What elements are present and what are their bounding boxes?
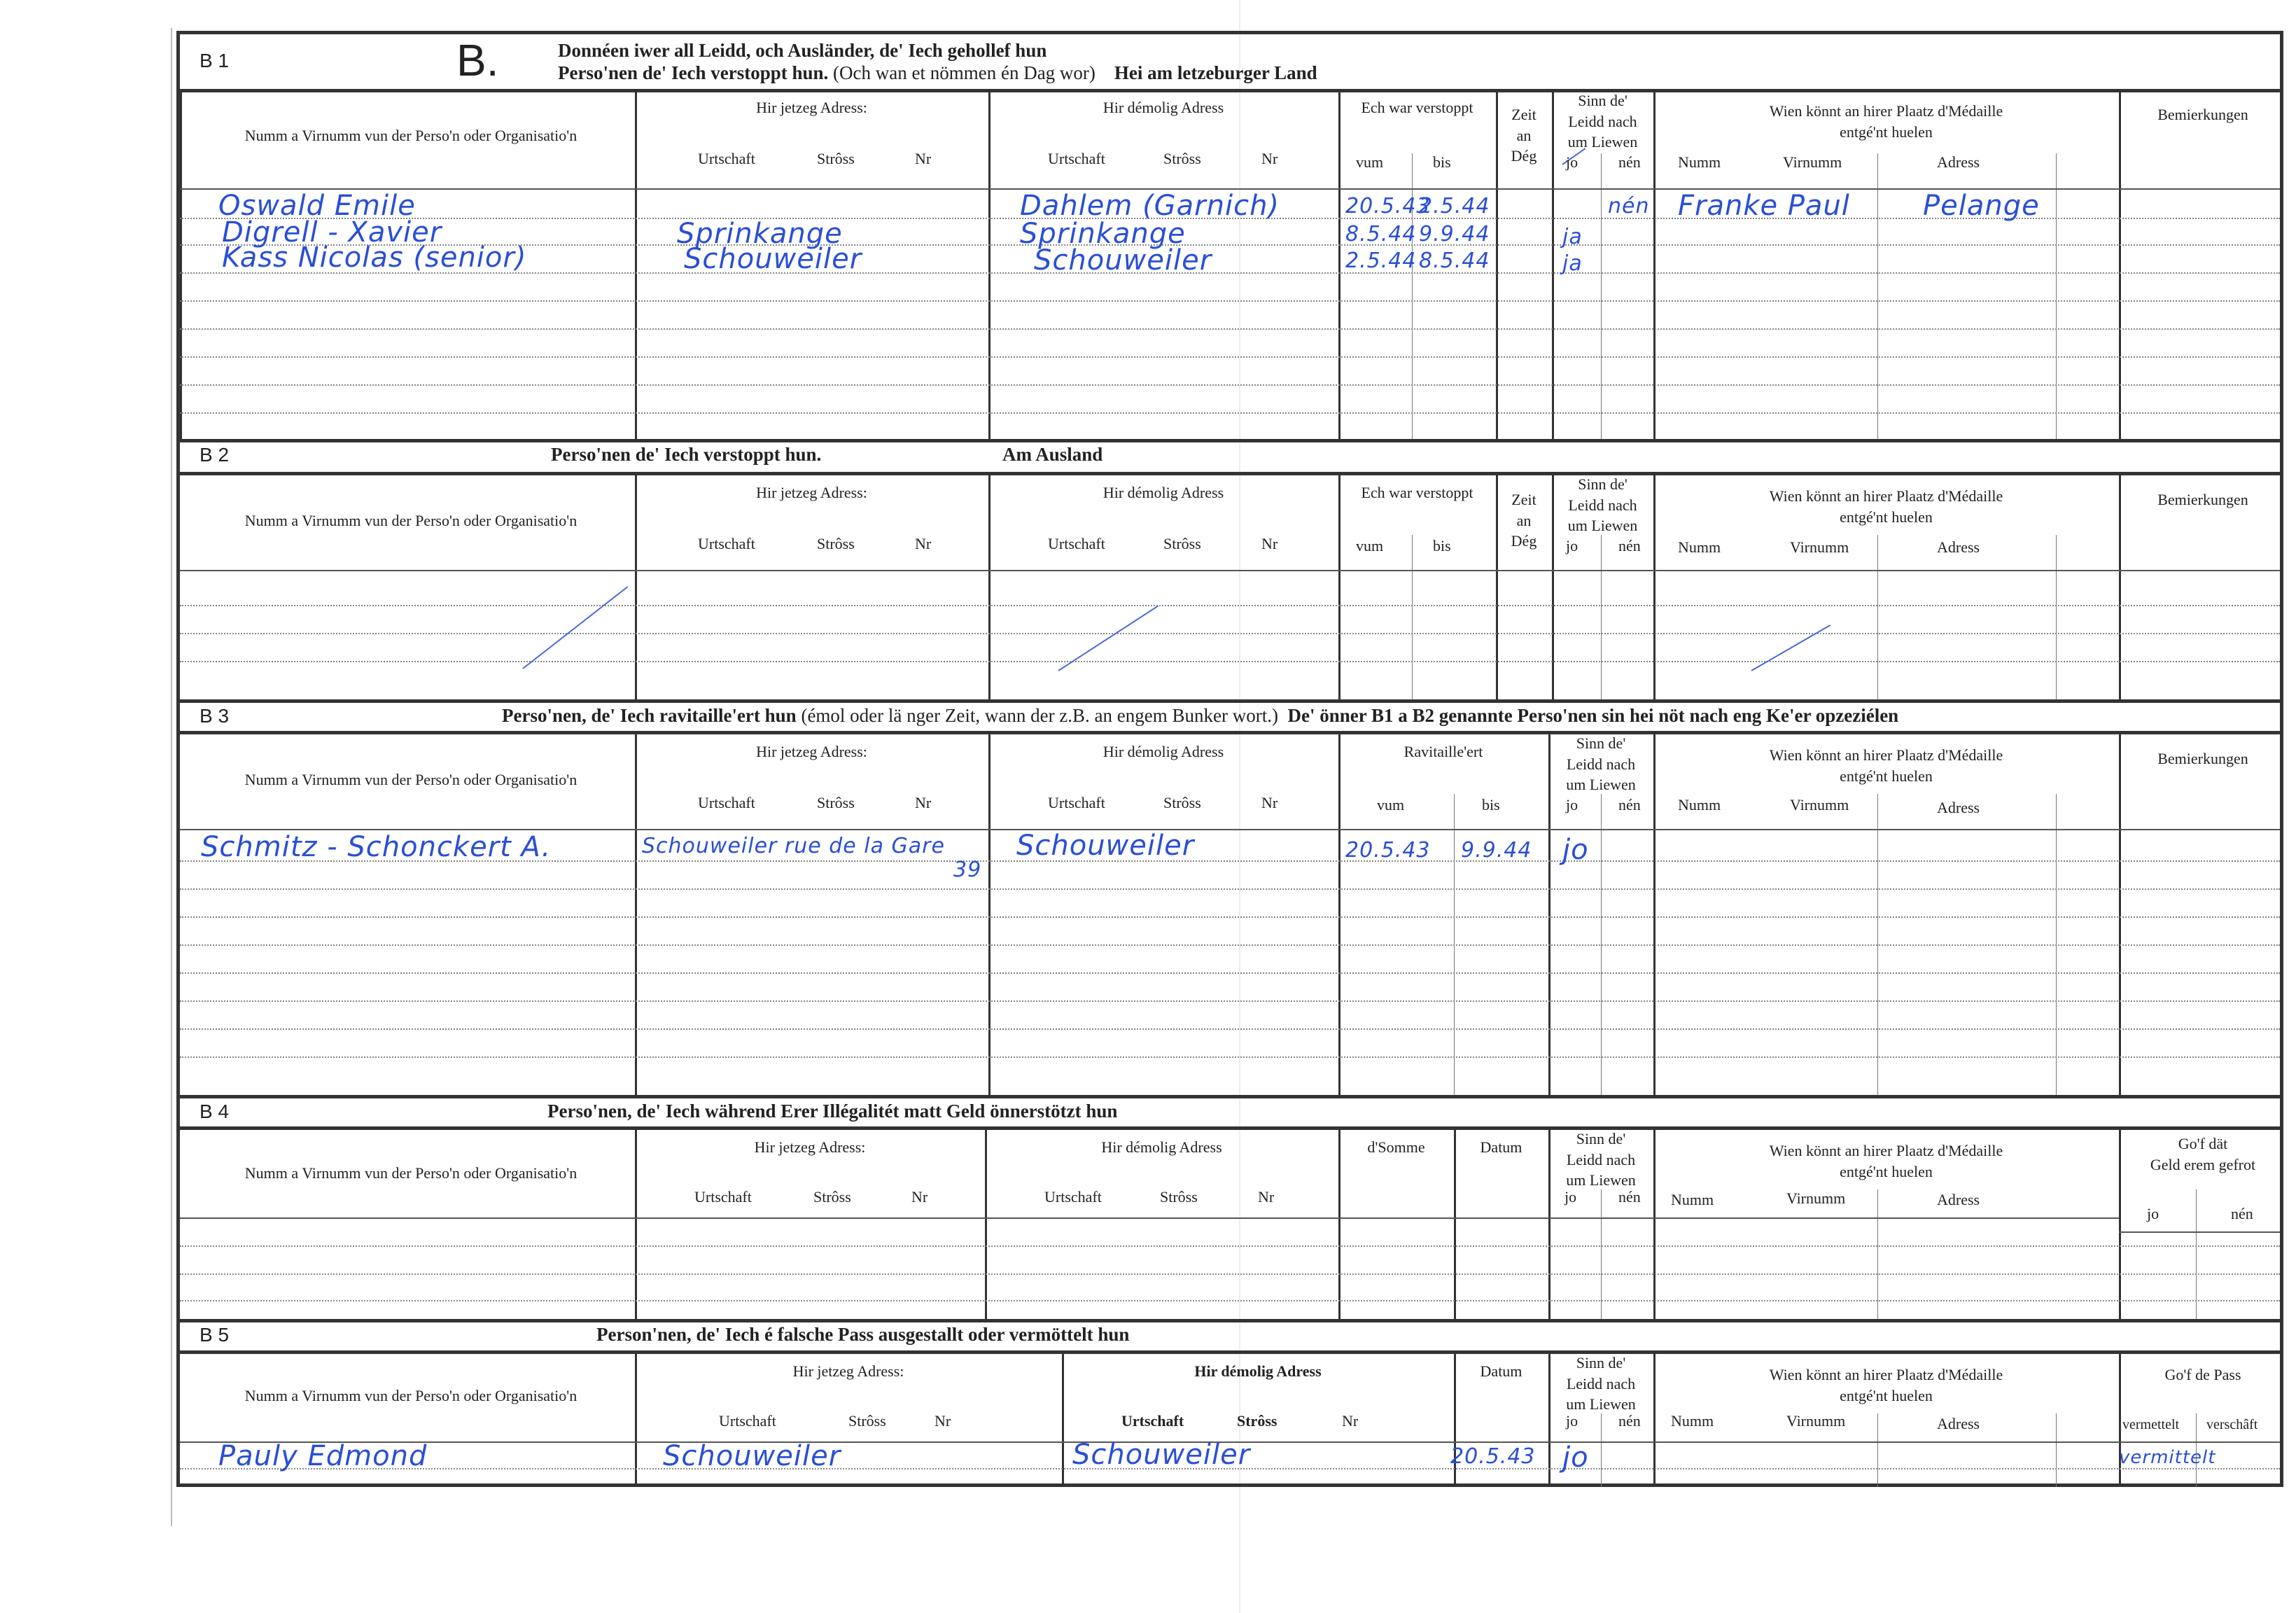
b5-col-current: Hir jetzeg Adress: — [792, 1362, 904, 1380]
form-title-line2: Perso'nen de' Iech verstoppt hun. (Och wan et nömmen én Dag wor) Hei am letzeburger Land — [558, 62, 1317, 83]
b2-col-current: Hir jetzeg Adress: — [756, 484, 867, 501]
b2-col-suffered: Sinn de' Leidd nach um Liewen — [1567, 475, 1638, 535]
b2-col-former: Hir démolig Adress — [1102, 484, 1224, 501]
col-yes: jo — [1566, 153, 1578, 171]
section-title-b2-tail: Am Ausland — [1002, 444, 1103, 465]
b3-col-medal: Wien könnt an hirer Plaatz d'Médaille entgé'nt huelen — [1769, 746, 2003, 785]
b1-row1-medal-name: Franke Paul — [1678, 190, 1850, 222]
b2-col-time: Zeit an Dég — [1511, 491, 1537, 550]
b2-col-name: Numm a Virnumm vun der Perso'n oder Organisatio'n — [244, 512, 578, 529]
b2-col-from: vum — [1356, 537, 1384, 554]
col-no: nén — [1618, 153, 1641, 171]
b2-col-address: Adress — [1937, 538, 1980, 556]
b3-col-address: Adress — [1937, 799, 1980, 816]
b1-row3-former: Schouweiler — [1034, 244, 1212, 277]
b1-row3-yes: ja — [1562, 251, 1583, 276]
section-label-b3: B 3 — [200, 705, 230, 727]
b5-row1-yes: jo — [1562, 1441, 1589, 1474]
col-nr-2: Nr — [1261, 150, 1278, 167]
col-street: Strôss — [817, 150, 855, 167]
b5-col-locality: Urtschaft — [719, 1412, 776, 1430]
b2-col-firstname: Virnumm — [1790, 538, 1849, 556]
b3-row1-yes: jo — [1562, 834, 1589, 866]
col-former-address-header: Hir démolig Adress — [1102, 99, 1224, 116]
b5-col-former: Hir démolig Adress — [1194, 1362, 1322, 1380]
form-title-line1: Donnéen iwer all Leidd, och Ausländer, de' Iech gehollef hun — [558, 40, 1047, 61]
b1-row2-from: 8.5.44 — [1345, 222, 1417, 246]
b1-row2-to: 9.9.44 — [1419, 222, 1490, 246]
b4-col-locality: Urtschaft — [694, 1188, 752, 1206]
b1-row2-name: Digrell - Xavier — [222, 216, 442, 249]
b2-col-nr: Nr — [915, 535, 932, 552]
b5-row1-current: Schouweiler — [663, 1440, 841, 1472]
b1-row1-former: Dahlem (Garnich) — [1020, 190, 1280, 222]
col-name-header: Numm a Virnumm vun der Perso'n oder Organisatio'n — [244, 127, 578, 144]
b1-row1-medal-addr: Pelange — [1923, 190, 2040, 222]
col-street-2: Strôss — [1163, 150, 1201, 167]
b4-col-sum: d'Somme — [1367, 1138, 1425, 1156]
b5-row1-date: 20.5.43 — [1450, 1444, 1536, 1469]
b3-col-former: Hir démolig Adress — [1102, 743, 1224, 760]
b2-col-locality: Urtschaft — [698, 535, 755, 552]
b3-col-name: Numm a Virnumm vun der Perso'n oder Organisatio'n — [244, 771, 578, 788]
form-letter: B. — [456, 35, 499, 85]
b2-cancel-stroke-1 — [522, 586, 628, 669]
b3-row1-current-nr: 39 — [953, 858, 982, 882]
col-remarks-header: Bemierkungen — [2157, 106, 2248, 123]
b3-col-suffered: Sinn de' Leidd nach um Liewen — [1566, 734, 1636, 794]
b2-col-hidden: Ech war verstoppt — [1361, 484, 1474, 501]
b3-row1-former: Schouweiler — [1016, 830, 1195, 862]
b4-col-firstname: Virnumm — [1786, 1189, 1846, 1207]
b2-cancel-stroke-3 — [1751, 624, 1831, 671]
b4-col-surname: Numm — [1671, 1191, 1714, 1208]
col-surname: Numm — [1678, 153, 1721, 171]
b5-col-suffered: Sinn de' Leidd nach um Liewen — [1566, 1354, 1636, 1413]
b3-col-from: vum — [1377, 796, 1405, 814]
b4-col-nr-2: Nr — [1258, 1188, 1275, 1206]
b2-col-street: Strôss — [817, 535, 855, 552]
b4-col-medal: Wien könnt an hirer Plaatz d'Médaille entgé'nt huelen — [1769, 1142, 2003, 1180]
b4-col-yes: jo — [1564, 1188, 1577, 1206]
section-label-b4: B 4 — [200, 1101, 230, 1122]
b2-col-no: nén — [1618, 537, 1641, 554]
section-label-b1: B 1 — [200, 50, 230, 71]
b3-row1-to: 9.9.44 — [1461, 838, 1532, 863]
b1-row3-name: Kass Nicolas (senior) — [222, 242, 527, 274]
b4-col-locality-2: Urtschaft — [1044, 1188, 1102, 1206]
b5-col-nr: Nr — [934, 1412, 951, 1430]
b3-col-nr: Nr — [915, 794, 932, 811]
b5-col-nr-2: Nr — [1342, 1412, 1359, 1430]
b5-row1-former: Schouweiler — [1072, 1439, 1251, 1471]
b1-row1-name: Oswald Emile — [218, 190, 416, 222]
b5-col-no: nén — [1618, 1412, 1641, 1430]
col-from: vum — [1356, 153, 1384, 171]
b3-col-remarks: Bemierkungen — [2157, 750, 2248, 767]
b3-col-current: Hir jetzeg Adress: — [756, 743, 867, 760]
b3-col-surname: Numm — [1678, 796, 1721, 814]
b5-col-medal: Wien könnt an hirer Plaatz d'Médaille entgé'nt huelen — [1769, 1366, 2003, 1404]
b5-col-firstname: Virnumm — [1786, 1412, 1846, 1430]
form-page — [176, 31, 2283, 1487]
b2-col-medal: Wien könnt an hirer Plaatz d'Médaille entgé'nt huelen — [1769, 487, 2003, 526]
b5-col-yes: jo — [1566, 1412, 1578, 1430]
b5-col-created: verschâft — [2206, 1417, 2258, 1432]
b3-col-street: Strôss — [817, 794, 855, 811]
b4-col-nr: Nr — [911, 1188, 928, 1206]
section-title-b5: Person'nen, de' Iech é falsche Pass ausgestallt oder vermöttelt hun — [596, 1324, 1130, 1345]
col-locality: Urtschaft — [698, 150, 755, 167]
b1-row1-no: nén — [1608, 194, 1650, 218]
col-nr: Nr — [915, 150, 932, 167]
b4-col-street: Strôss — [813, 1188, 851, 1206]
b4-col-suffered: Sinn de' Leidd nach um Liewen — [1566, 1130, 1636, 1189]
b2-col-surname: Numm — [1678, 538, 1721, 556]
b5-col-street: Strôss — [848, 1412, 886, 1430]
section-label-b5: B 5 — [200, 1324, 230, 1346]
b1-row2-former: Sprinkange — [1020, 218, 1186, 250]
b1-row2-current: Sprinkange — [677, 218, 843, 250]
col-firstname: Virnumm — [1783, 153, 1842, 171]
b5-col-street-2: Strôss — [1237, 1412, 1278, 1430]
section-title-b3: Perso'nen, de' Iech ravitaille'ert hun (émol oder lä nger Zeit, wann der z.B. an engem Bunker wort.) De' önner B1 a B2 genannte Perso'nen sin hei nöt nach eng Ke'er opzeziélen — [502, 705, 1899, 726]
b5-row1-mediated: vermittelt — [2119, 1447, 2216, 1468]
b4-col-no: nén — [1618, 1188, 1641, 1206]
col-suffered-header: Sinn de' Leidd nach um Liewen — [1567, 92, 1638, 151]
b3-row1-name: Schmitz - Schonckert A. — [201, 831, 552, 863]
b1-row1-to: 2.5.44 — [1419, 194, 1490, 218]
b4-col-gave-no: nén — [2231, 1205, 2253, 1222]
b3-col-street-2: Strôss — [1163, 794, 1201, 811]
b2-col-to: bis — [1433, 537, 1451, 554]
col-to: bis — [1433, 153, 1451, 171]
col-current-address-header: Hir jetzeg Adress: — [756, 99, 867, 116]
col-time-header: Zeit an Dég — [1511, 106, 1537, 165]
b5-col-mediated: vermettelt — [2122, 1417, 2180, 1432]
b4-col-gave-yes: jo — [2147, 1205, 2160, 1222]
b5-col-locality-2: Urtschaft — [1121, 1412, 1184, 1430]
b5-col-name: Numm a Virnumm vun der Perso'n oder Organisatio'n — [244, 1387, 578, 1404]
section-title-b4: Perso'nen, de' Iech während Erer Illégalitét matt Geld önnerstötzt hun — [547, 1101, 1118, 1122]
col-address: Adress — [1937, 153, 1980, 171]
b1-row3-from: 2.5.44 — [1345, 249, 1417, 273]
b5-row1-name: Pauly Edmond — [218, 1440, 428, 1472]
b4-col-current: Hir jetzeg Adress: — [754, 1138, 866, 1156]
b3-col-firstname: Virnumm — [1790, 796, 1849, 814]
section-label-b2: B 2 — [200, 444, 230, 466]
b2-col-nr-2: Nr — [1261, 535, 1278, 552]
col-medal-header: Wien könnt an hirer Plaatz d'Médaille entgé'nt huelen — [1769, 102, 2003, 141]
b2-col-street-2: Strôss — [1163, 535, 1201, 552]
b5-col-surname: Numm — [1671, 1412, 1714, 1430]
b1-row3-to: 8.5.44 — [1419, 249, 1490, 273]
b3-row1-from: 20.5.43 — [1345, 838, 1431, 863]
b2-col-yes: jo — [1566, 537, 1578, 554]
b2-col-locality-2: Urtschaft — [1048, 535, 1105, 552]
b3-row1-current: Schouweiler rue de la Gare — [642, 834, 945, 858]
b3-col-to: bis — [1482, 796, 1500, 814]
b1-row2-yes: ja — [1562, 225, 1583, 249]
b4-col-name: Numm a Virnumm vun der Perso'n oder Organisatio'n — [244, 1164, 578, 1182]
b3-col-locality: Urtschaft — [698, 794, 755, 811]
b1-row1-from: 20.5.43 — [1345, 194, 1431, 218]
b4-col-former: Hir démolig Adress — [1101, 1138, 1222, 1156]
page-margin-line — [171, 28, 172, 1526]
col-locality-2: Urtschaft — [1048, 150, 1105, 167]
b3-col-no: nén — [1618, 796, 1641, 814]
b3-col-ravit: Ravitaille'ert — [1404, 743, 1483, 760]
b1-row3-current: Schouweiler — [684, 243, 862, 275]
b2-col-remarks: Bemierkungen — [2157, 491, 2248, 508]
col-hidden-header: Ech war verstoppt — [1361, 99, 1474, 116]
b3-col-nr-2: Nr — [1261, 794, 1278, 811]
b4-col-gave-money: Go'f dät Geld erem gefrot — [2150, 1135, 2256, 1173]
b5-col-gave-pass: Go'f de Pass — [2164, 1366, 2241, 1383]
b5-col-address: Adress — [1937, 1415, 1980, 1432]
b4-col-address: Adress — [1937, 1191, 1980, 1208]
section-title-b2: Perso'nen de' Iech verstoppt hun. — [551, 444, 822, 465]
b3-col-locality-2: Urtschaft — [1048, 794, 1105, 811]
b3-col-yes: jo — [1566, 796, 1578, 814]
b4-col-street-2: Strôss — [1160, 1188, 1198, 1206]
b5-col-date: Datum — [1480, 1362, 1522, 1380]
b4-col-date: Datum — [1480, 1138, 1522, 1156]
